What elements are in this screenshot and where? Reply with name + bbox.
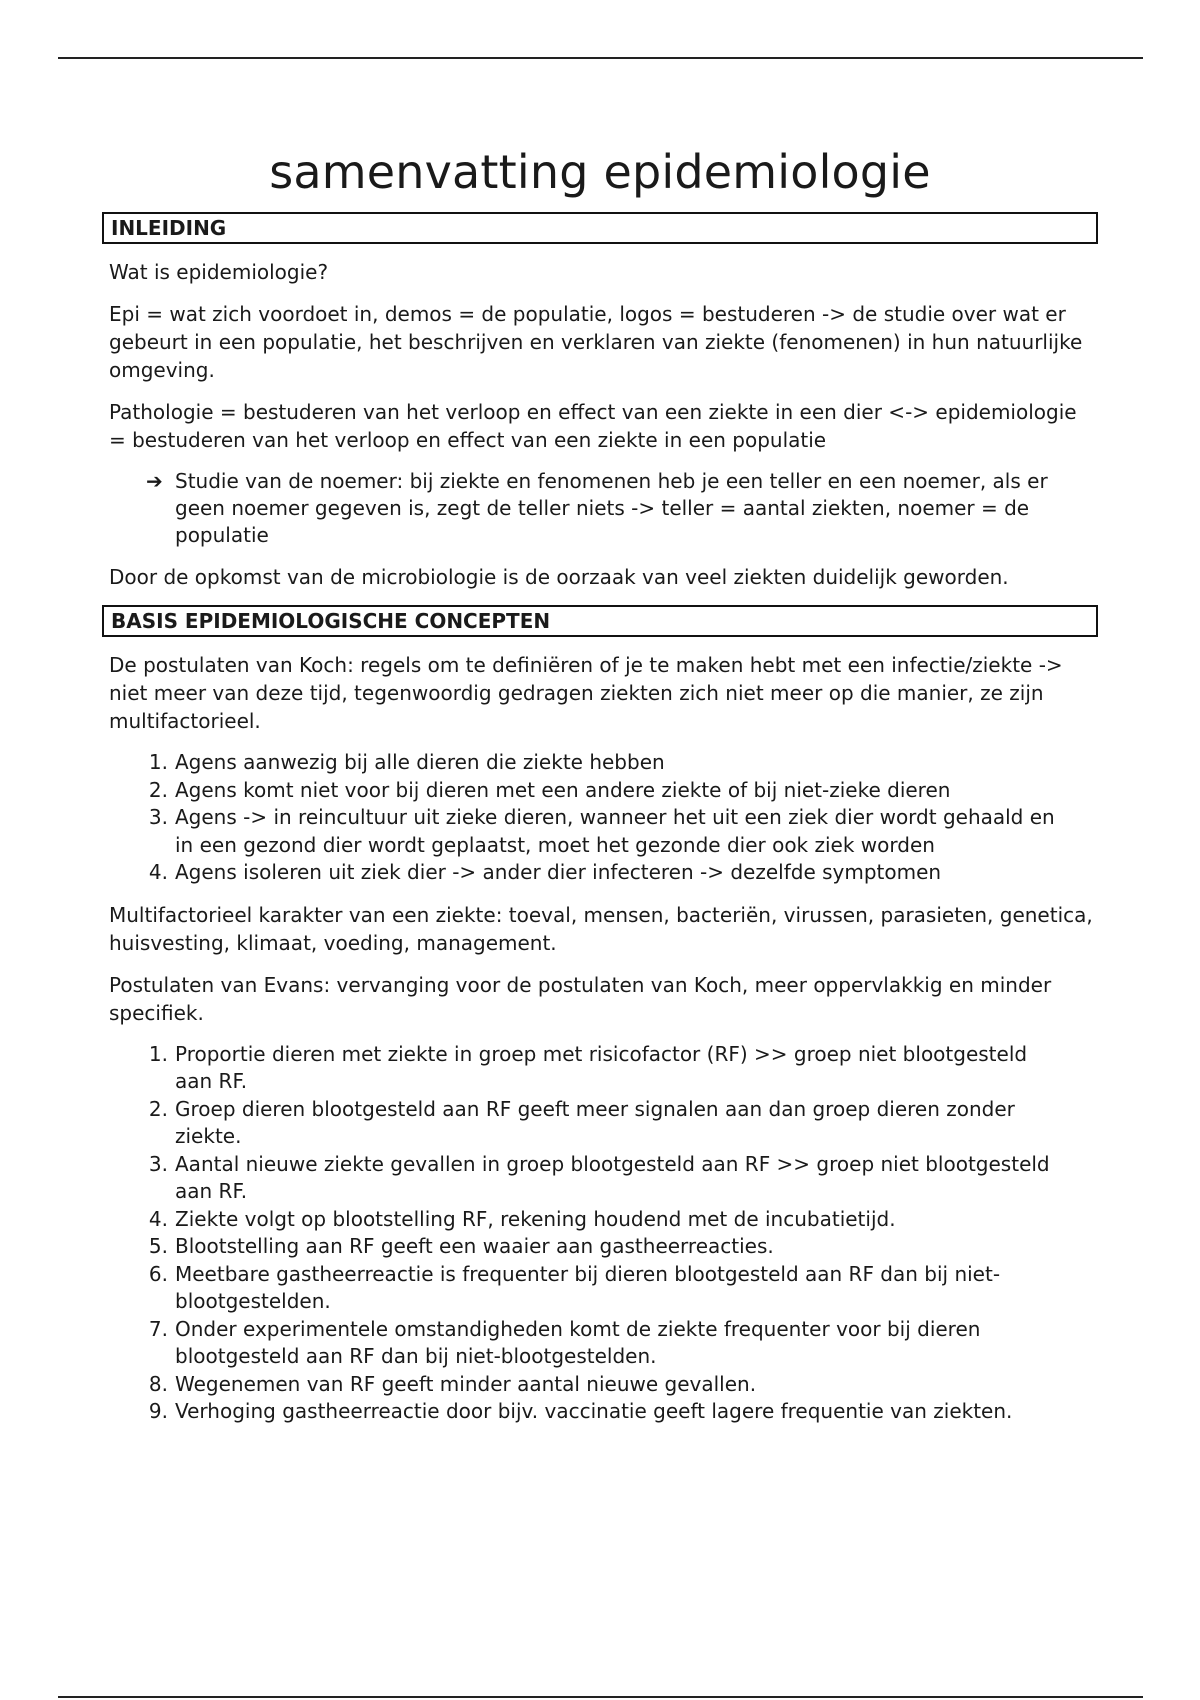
list-text: Onder experimentele omstandigheden komt de ziekte frequenter voor bij dieren blootgesteld aan RF dan bij niet-blootgestelden. [175, 1316, 981, 1368]
list-item [102, 777, 1098, 805]
list-number: 2. [148, 1096, 168, 1121]
list-number: 2. [148, 777, 168, 802]
list-item [102, 1151, 1098, 1206]
document-title: samenvatting epidemiologie [269, 145, 931, 199]
list-item [102, 749, 1098, 777]
top-rule [58, 57, 1143, 59]
list-number: 3. [148, 805, 168, 829]
list-item [102, 1371, 1098, 1399]
section-heading-basis: BASIS EPIDEMIOLOGISCHE CONCEPTEN [102, 605, 1098, 637]
list-text: Wegenemen van RF geeft minder aantal nieuwe gevallen. [175, 1371, 757, 1396]
list-text: Ziekte volgt op blootstelling RF, rekening houdend met de incubatietijd. [175, 1206, 896, 1231]
list-item [102, 1206, 1098, 1234]
list-item [102, 1233, 1098, 1261]
list-item [102, 1398, 1098, 1426]
list-text: Verhoging gastheerreactie door bijv. vaccinatie geeft lagere frequentie van ziekten. [175, 1399, 1013, 1423]
list-text: Agens -> in reincultuur uit zieke dieren, wanneer het uit een ziek dier wordt gehaald en in een gezond dier wordt geplaatst, moet het gezonde dier ook ziek worden [175, 805, 1055, 857]
list-text: Agens komt niet voor bij dieren met een andere ziekte of bij niet-zieke dieren [175, 777, 951, 802]
list-text: Agens isoleren uit ziek dier -> ander dier infecteren -> dezelfde symptomen [175, 860, 942, 884]
list-number: 6. [148, 1261, 168, 1286]
list-number: 9. [148, 1399, 168, 1423]
arrow-bullet-item [146, 468, 1098, 549]
paragraph-koch-intro: De postulaten van Koch: regels om te definiëren of je te maken hebt met een infectie/ziekte -> niet meer van deze tijd, tegenwoordig gedragen ziekten zich niet meer op die manier, ze zijn multifactorieel. [109, 653, 1063, 733]
list-number: 1. [148, 750, 168, 774]
list-text: Blootstelling aan RF geeft een waaier aan gastheerreacties. [175, 1234, 774, 1258]
section-heading-inleiding: INLEIDING [102, 212, 1098, 244]
list-number: 4. [148, 860, 168, 884]
bottom-rule [58, 1696, 1143, 1698]
evans-postulates-list [102, 1041, 1098, 1426]
paragraph-evans-intro: Postulaten van Evans: vervanging voor de postulaten van Koch, meer oppervlakkig en minder specifiek. [109, 972, 1052, 1025]
list-text: Aantal nieuwe ziekte gevallen in groep blootgesteld aan RF >> groep niet blootgesteld aan RF. [175, 1151, 1050, 1203]
list-text: Agens aanwezig bij alle dieren die ziekte hebben [175, 750, 665, 774]
paragraph-pathologie: Pathologie = bestuderen van het verloop en effect van een ziekte in een dier <-> epidemiologie = bestuderen van het verloop en effect van een ziekte in een populatie [109, 400, 1077, 452]
document-page [102, 140, 1098, 1440]
paragraph-microbiologie: Door de opkomst van de microbiologie is de oorzaak van veel ziekten duidelijk geworden. [109, 565, 1009, 589]
list-number: 1. [148, 1041, 168, 1066]
list-number: 3. [148, 1151, 168, 1176]
list-text: Meetbare gastheerreactie is frequenter bij dieren blootgesteld aan RF dan bij niet-blootgestelden. [175, 1261, 1001, 1313]
list-item [102, 1096, 1098, 1151]
list-item [102, 859, 1098, 887]
list-item [102, 1316, 1098, 1371]
paragraph-multifactorial: Multifactorieel karakter van een ziekte: toeval, mensen, bacteriën, virussen, parasieten, genetica, huisvesting, klimaat, voeding, management. [109, 902, 1093, 955]
list-text: Groep dieren blootgesteld aan RF geeft meer signalen aan dan groep dieren zonder ziekte. [175, 1096, 1015, 1148]
list-text: Proportie dieren met ziekte in groep met risicofactor (RF) >> groep niet blootgesteld aan RF. [175, 1041, 1028, 1093]
list-item [102, 1041, 1098, 1096]
list-number: 7. [148, 1316, 168, 1341]
arrow-bullet-text: Studie van de noemer: bij ziekte en fenomenen heb je een teller en een noemer, als er geen noemer gegeven is, zegt de teller niets -> teller = aantal ziekten, noemer = de populatie [175, 469, 1048, 547]
paragraph-question: Wat is epidemiologie? [109, 260, 329, 284]
koch-postulates-list [102, 749, 1098, 887]
list-number: 4. [148, 1206, 168, 1231]
list-number: 5. [148, 1234, 168, 1258]
list-item [102, 1261, 1098, 1316]
arrow-right-icon: ➔ [146, 469, 163, 493]
list-number: 8. [148, 1371, 168, 1396]
list-item [102, 804, 1098, 859]
paragraph-definition: Epi = wat zich voordoet in, demos = de populatie, logos = bestuderen -> de studie over wat er gebeurt in een populatie, het beschrijven en verklaren van ziekte (fenomenen) in hun natuurlijke omgeving. [109, 302, 1083, 382]
